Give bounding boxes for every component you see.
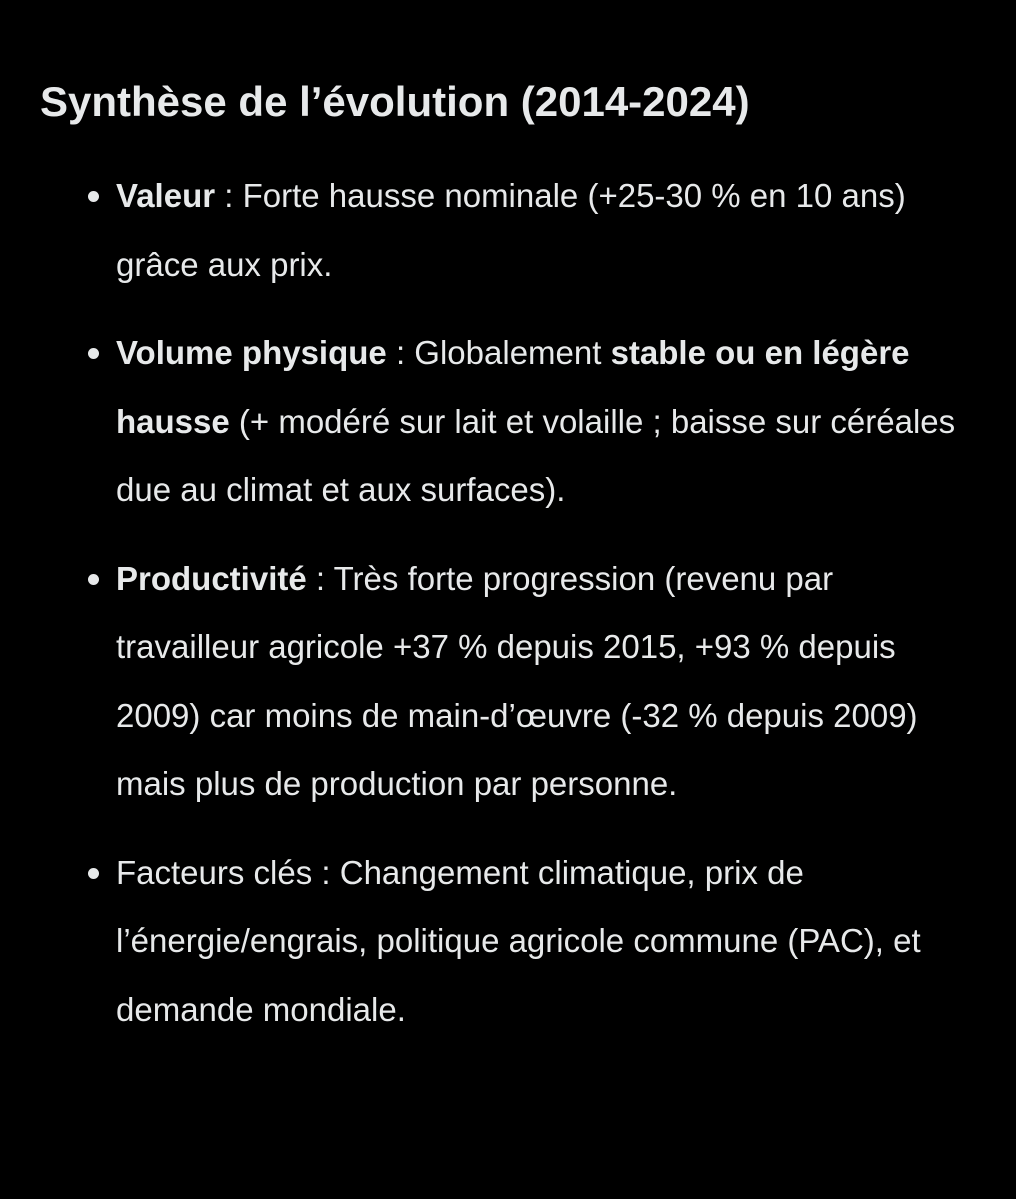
- bullet-dot-icon: [88, 868, 99, 879]
- bullet-dot-icon: [88, 348, 99, 359]
- bullet-valeur: [40, 162, 980, 299]
- bullet-volume-physique: [40, 319, 980, 525]
- bullet-text: Forte hausse nominale (+25-30 % en 10 ans) grâce aux prix.: [116, 177, 906, 283]
- bullet-productivite: [40, 545, 980, 819]
- bullet-dot-icon: [88, 574, 99, 585]
- bullet-text-pre: Globalement: [414, 334, 611, 371]
- bullet-facteurs-cles: [40, 839, 980, 1045]
- bullet-label: Valeur: [116, 177, 216, 214]
- bullet-text-post: (+ modéré sur lait et volaille ; baisse sur céréales due au climat et aux surfaces).: [116, 402, 956, 508]
- bullet-label: Productivité: [116, 559, 307, 597]
- bullet-text: Facteurs clés : Changement climatique, prix de l’énergie/engrais, politique agricole commune (PAC), et demande mondiale.: [116, 853, 921, 1028]
- section-title: Synthèse de l’évolution (2014-2024): [40, 78, 750, 125]
- bullet-text-emphasis: stable ou en légère hausse: [116, 334, 910, 440]
- bullet-separator: :: [386, 334, 415, 371]
- bullet-label: Volume physique: [116, 334, 387, 371]
- bullet-separator: :: [306, 559, 334, 597]
- synthesis-section: [40, 72, 980, 1064]
- bullet-list: [40, 162, 980, 1044]
- bullet-separator: :: [215, 177, 243, 214]
- bullet-text: Très forte progression (revenu par travailleur agricole +37 % depuis 2015, +93 % depuis 2009) car moins de main-d’œuvre (-32 % depuis 2009) mais plus de production par personne.: [116, 559, 918, 802]
- bullet-dot-icon: [88, 191, 99, 202]
